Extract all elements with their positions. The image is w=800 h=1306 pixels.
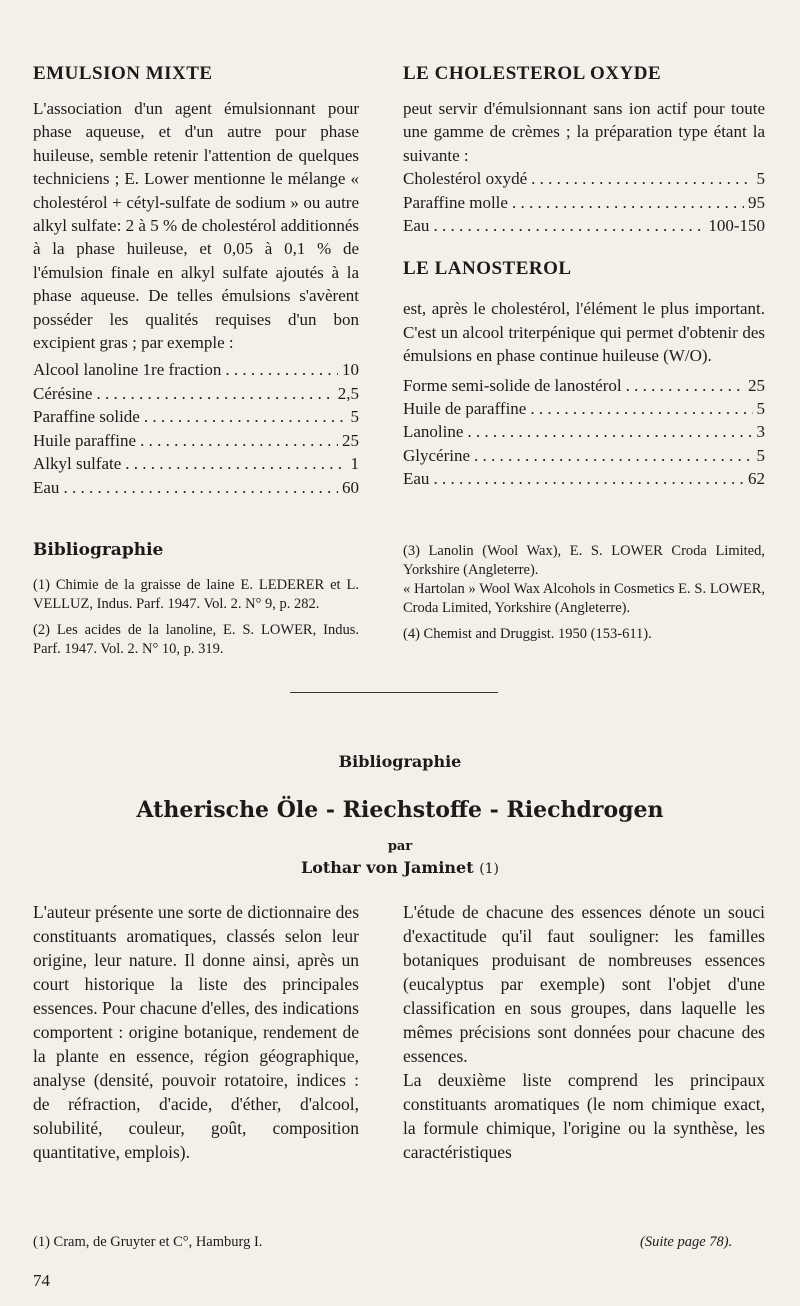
recipe-line xyxy=(403,467,765,490)
recipe-line xyxy=(403,191,765,214)
ingredient-name: Cérésine xyxy=(33,383,93,403)
ingredient-quantity: 3 xyxy=(756,422,765,442)
leader-dots xyxy=(512,191,744,214)
ingredient-name: Paraffine solide xyxy=(33,407,140,427)
recipe-line xyxy=(403,374,765,397)
leader-dots xyxy=(433,467,744,490)
bibliography-heading-2: Bibliographie xyxy=(338,752,462,771)
cholesterol-paragraph: peut servir d'émulsionnant sans ion actif pour toute une gamme de crèmes ; la préparation type étant la suivante : xyxy=(403,99,765,165)
bibliography-right xyxy=(403,542,765,651)
book-review-header xyxy=(0,752,800,877)
ingredient-quantity: 25 xyxy=(342,430,359,450)
ingredient-name: Eau xyxy=(33,477,60,497)
lanosterol-paragraph: est, après le cholestérol, l'élément le plus important. C'est un alcool triterpénique qui permet d'obtenir des émulsions en phase continue huileuse (W/O). xyxy=(403,299,765,366)
recipe-line xyxy=(403,167,765,190)
recipe-line xyxy=(33,476,359,499)
bibliography-heading: Bibliographie xyxy=(33,540,164,560)
leader-dots xyxy=(125,452,346,475)
par-label: par xyxy=(387,839,413,854)
ingredient-name: Eau xyxy=(403,216,430,236)
recipe-line xyxy=(403,444,765,467)
cholesterol-heading: LE CHOLESTEROL OXYDE xyxy=(403,63,662,84)
page-number: 74 xyxy=(33,1271,50,1290)
emulsion-recipe xyxy=(33,358,359,498)
leader-dots xyxy=(63,476,338,499)
ingredient-quantity: 25 xyxy=(748,375,765,395)
review-paragraph-left: L'auteur présente une sorte de dictionnaire des constituants aromatiques, classés selon leur origine, leur nature. Il donne ainsi, après un court historique la liste des principales essences. Pour chacune d'elles, des indications comportent : origine botanique, rendement de la plante en essence, région géographique, analyse (densité, pouvoir rotatoire, indices : de réfraction, d'acide, d'éther, d'alcool, solubilité, couleur, goût, composition quantitative, emplois). xyxy=(33,902,359,1162)
ingredient-quantity: 5 xyxy=(756,445,765,465)
ingredient-quantity: 95 xyxy=(748,192,765,212)
recipe-line xyxy=(33,382,359,405)
ingredient-quantity: 10 xyxy=(342,360,359,380)
book-title: Atherische Öle - Riechstoffe - Riechdrogen xyxy=(136,797,664,823)
review-paragraph-right-1: L'étude de chacune des essences dénote un souci d'exactitude qu'il faut souligner: les familles botaniques produisant de nombreuses essences (eucalyptus par exemple) sont l'objet d'une classification en sous groupes, dans laquelle les mêmes précisions sont données pour chacune des essences. xyxy=(403,902,765,1066)
ingredient-name: Huile paraffine xyxy=(33,430,137,450)
ingredient-quantity: 60 xyxy=(342,477,359,497)
review-paragraph-right-2: La deuxième liste comprend les principaux constituants aromatiques (le nom chimique exact, la formule chimique, l'origine ou la synthèse, les caractéristiques xyxy=(403,1070,765,1162)
ingredient-quantity: 62 xyxy=(748,469,765,489)
ingredient-name: Alcool lanoline 1re fraction xyxy=(33,360,222,380)
author-footnote-mark: (1) xyxy=(479,861,500,877)
leader-dots xyxy=(225,358,338,381)
leader-dots xyxy=(96,382,333,405)
ingredient-quantity: 5 xyxy=(350,407,359,427)
recipe-line xyxy=(403,397,765,420)
ingredient-quantity: 100-150 xyxy=(708,216,765,236)
ingredient-quantity: 2,5 xyxy=(337,383,359,403)
recipe-line xyxy=(33,429,359,452)
recipe-line xyxy=(403,420,765,443)
ingredient-name: Cholestérol oxydé xyxy=(403,169,528,189)
ingredient-quantity: 1 xyxy=(350,454,359,474)
section-divider xyxy=(290,692,498,693)
review-right-column xyxy=(403,900,765,1164)
leader-dots xyxy=(144,405,347,428)
lanosterol-recipe xyxy=(403,374,765,491)
ingredient-name: Lanoline xyxy=(403,422,464,442)
reference-2: (2) Les acides de la lanoline, E. S. LOWER, Indus. Parf. 1947. Vol. 2. N° 10, p. 319. xyxy=(33,622,359,657)
ingredient-name: Paraffine molle xyxy=(403,192,508,212)
right-column-top xyxy=(403,62,765,491)
reference-4: (4) Chemist and Druggist. 1950 (153-611). xyxy=(403,626,652,642)
ingredient-quantity: 5 xyxy=(756,169,765,189)
recipe-line xyxy=(33,358,359,381)
ingredient-name: Huile de paraffine xyxy=(403,399,527,419)
leader-dots xyxy=(474,444,752,467)
recipe-line xyxy=(33,405,359,428)
emulsion-paragraph: L'association d'un agent émulsionnant pour phase aqueuse, et d'un autre pour phase huileuse, semble retenir l'attention de quelques techniciens ; E. Lower mentionne le mélange « cholestérol + cétyl-sulfate de sodium » ou autre alkyl sulfate: 2 à 5 % de cholestérol additionnés à la phase huileuse, et 0,05 à 0,1 % de l'émulsion finale en alkyl sulfate ajoutés à la phase aqueuse. De telles émulsions s'avèrent posséder les qualités requises d'un bon excipient gras ; par exemple : xyxy=(33,99,359,353)
ingredient-quantity: 5 xyxy=(756,399,765,419)
reference-1: (1) Chimie de la graisse de laine E. LEDERER et L. VELLUZ, Indus. Parf. 1947. Vol. 2. N° 9, p. 282. xyxy=(33,577,359,612)
reference-3: (3) Lanolin (Wool Wax), E. S. LOWER Croda Limited, Yorkshire (Angleterre). xyxy=(403,543,765,578)
leader-dots xyxy=(140,429,338,452)
leader-dots xyxy=(467,420,752,443)
author-name: Lothar von Jaminet xyxy=(300,858,474,877)
leader-dots xyxy=(531,167,752,190)
recipe-line xyxy=(33,452,359,475)
lanosterol-heading: LE LANOSTEROL xyxy=(403,258,572,280)
emulsion-mixte-heading: EMULSION MIXTE xyxy=(33,63,213,84)
left-column-top xyxy=(33,62,359,499)
leader-dots xyxy=(433,214,704,237)
bibliography-left xyxy=(33,540,359,666)
recipe-line xyxy=(403,214,765,237)
review-left-column xyxy=(33,900,359,1164)
leader-dots xyxy=(626,374,744,397)
cholesterol-recipe xyxy=(403,167,765,237)
footnote: (1) Cram, de Gruyter et C°, Hamburg I. xyxy=(33,1234,263,1250)
ingredient-name: Alkyl sulfate xyxy=(33,454,122,474)
leader-dots xyxy=(530,397,752,420)
ingredient-name: Eau xyxy=(403,469,430,489)
ingredient-name: Glycérine xyxy=(403,445,471,465)
reference-3b: « Hartolan » Wool Wax Alcohols in Cosmetics E. S. LOWER, Croda Limited, Yorkshire (Angleterre). xyxy=(403,581,765,616)
ingredient-name: Forme semi-solide de lanostérol xyxy=(403,375,622,395)
book-author xyxy=(0,858,800,877)
continued-note: (Suite page 78). xyxy=(640,1234,733,1250)
